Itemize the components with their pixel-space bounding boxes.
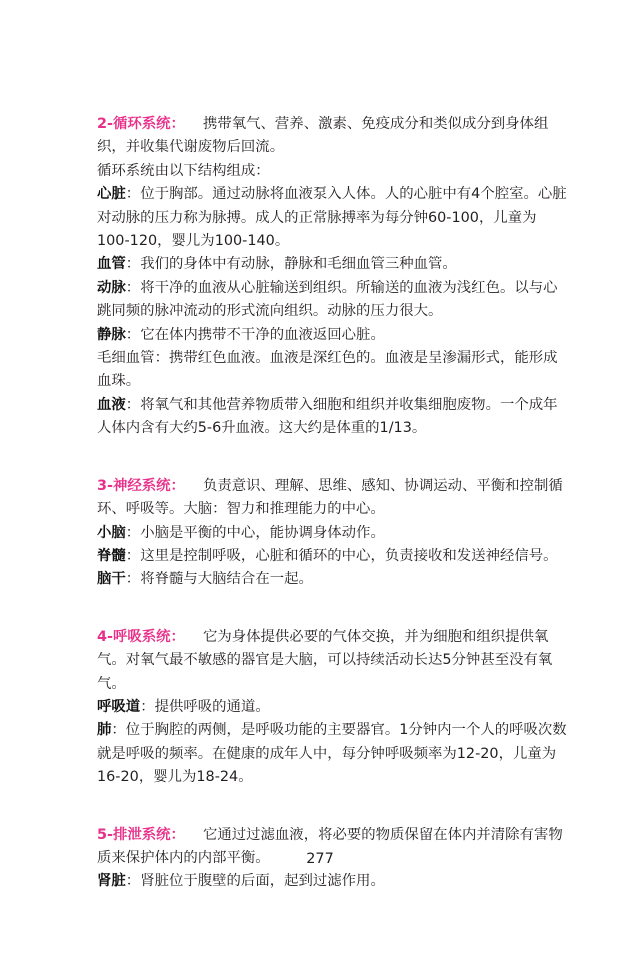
section-intro: 负责意识、理解、思维、感知、协调运动、平衡和控制循环、呼吸等。大脑：智力和推理能力的中心。 <box>97 477 563 518</box>
paragraph <box>78 347 568 394</box>
term: 血液 <box>97 396 126 413</box>
paragraph <box>78 545 568 568</box>
paragraph-text: ：提供呼吸的通道。 <box>140 698 270 715</box>
paragraph-text: ：我们的身体中有动脉，静脉和毛细血管三种血管。 <box>125 256 457 273</box>
section-title: 5-排泄系统： <box>97 826 185 843</box>
paragraph <box>78 394 568 441</box>
section-title: 3-神经系统： <box>97 477 185 494</box>
paragraph <box>78 324 568 347</box>
page-body <box>78 113 568 894</box>
paragraph-text: ：位于胸部。通过动脉将血液泵入人体。人的心脏中有4个腔室。心脏对动脉的压力称为脉搏。成人的正常脉搏率为每分钟60-100，儿童为100-120，婴儿为100-140。 <box>97 186 567 250</box>
paragraph <box>78 522 568 545</box>
term: 心脏 <box>97 186 126 203</box>
term: 脑干 <box>97 571 126 588</box>
section-heading-paragraph <box>78 475 568 522</box>
term: 小脑 <box>97 524 126 541</box>
term: 呼吸道 <box>97 698 141 715</box>
paragraph-text: ：位于胸腔的两侧，是呼吸功能的主要器官。1分钟内一个人的呼吸次数就是呼吸的频率。在健康的成年人中，每分钟呼吸频率为12-20，儿童为16-20，婴儿为18-24。 <box>97 722 567 786</box>
section-heading-paragraph <box>78 626 568 696</box>
section-nervous <box>78 475 568 592</box>
paragraph-text: ：将脊髓与大脑结合在一起。 <box>125 571 313 588</box>
paragraph <box>78 696 568 719</box>
section-title: 2-循环系统： <box>97 116 185 132</box>
term: 肺 <box>97 722 112 739</box>
term: 动脉 <box>97 279 126 296</box>
paragraph-text: ：肾脏位于腹壁的后面，起到过滤作用。 <box>125 873 385 890</box>
section-intro: 它为身体提供必要的气体交换，并为细胞和组织提供氧气。对氧气最不敏感的器官是大脑，可以持续活动长达5分钟甚至没有氧气。 <box>97 628 553 692</box>
term: 静脉 <box>97 326 126 343</box>
paragraph <box>78 253 568 276</box>
section-respiratory <box>78 626 568 790</box>
page-number: 277 <box>306 851 334 867</box>
section-intro: 携带氧气、营养、激素、免疫成分和类似成分到身体组织，并收集代谢废物后回流。 <box>97 116 549 156</box>
section-title: 4-呼吸系统： <box>97 628 185 645</box>
paragraph-text: 循环系统由以下结构组成： <box>97 162 270 179</box>
paragraph-text: ：这里是控制呼吸，心脏和循环的中心，负责接收和发送神经信号。 <box>125 547 558 564</box>
paragraph <box>78 719 568 789</box>
term: 脊髓 <box>97 547 126 564</box>
paragraph-text: ：小脑是平衡的中心，能协调身体动作。 <box>125 524 385 541</box>
paragraph-text: ：将干净的血液从心脏输送到组织。所输送的血液为浅红色。以与心跳同频的脉冲流动的形式流向组织。动脉的压力很大。 <box>97 279 558 320</box>
paragraph-text: 毛细血管：携带红色血液。血液是深红色的。血液是呈渗漏形式，能形成血珠。 <box>97 350 558 390</box>
section-heading-paragraph <box>78 113 568 160</box>
paragraph <box>78 160 568 183</box>
paragraph-text: ：它在体内携带不干净的血液返回心脏。 <box>125 326 385 343</box>
section-intro: 它通过过滤血液，将必要的物质保留在体内并清除有害物质来保护体内的内部平衡。 <box>97 826 563 866</box>
term: 血管 <box>97 256 126 273</box>
section-circulatory <box>78 113 568 441</box>
paragraph <box>78 568 568 591</box>
paragraph <box>78 277 568 324</box>
paragraph <box>78 183 568 253</box>
paragraph-text: ：将氧气和其他营养物质带入细胞和组织并收集细胞废物。一个成年人体内含有大约5-6升血液。这大约是体重的1/13。 <box>97 396 558 437</box>
term: 肾脏 <box>97 873 126 890</box>
paragraph <box>78 870 568 893</box>
